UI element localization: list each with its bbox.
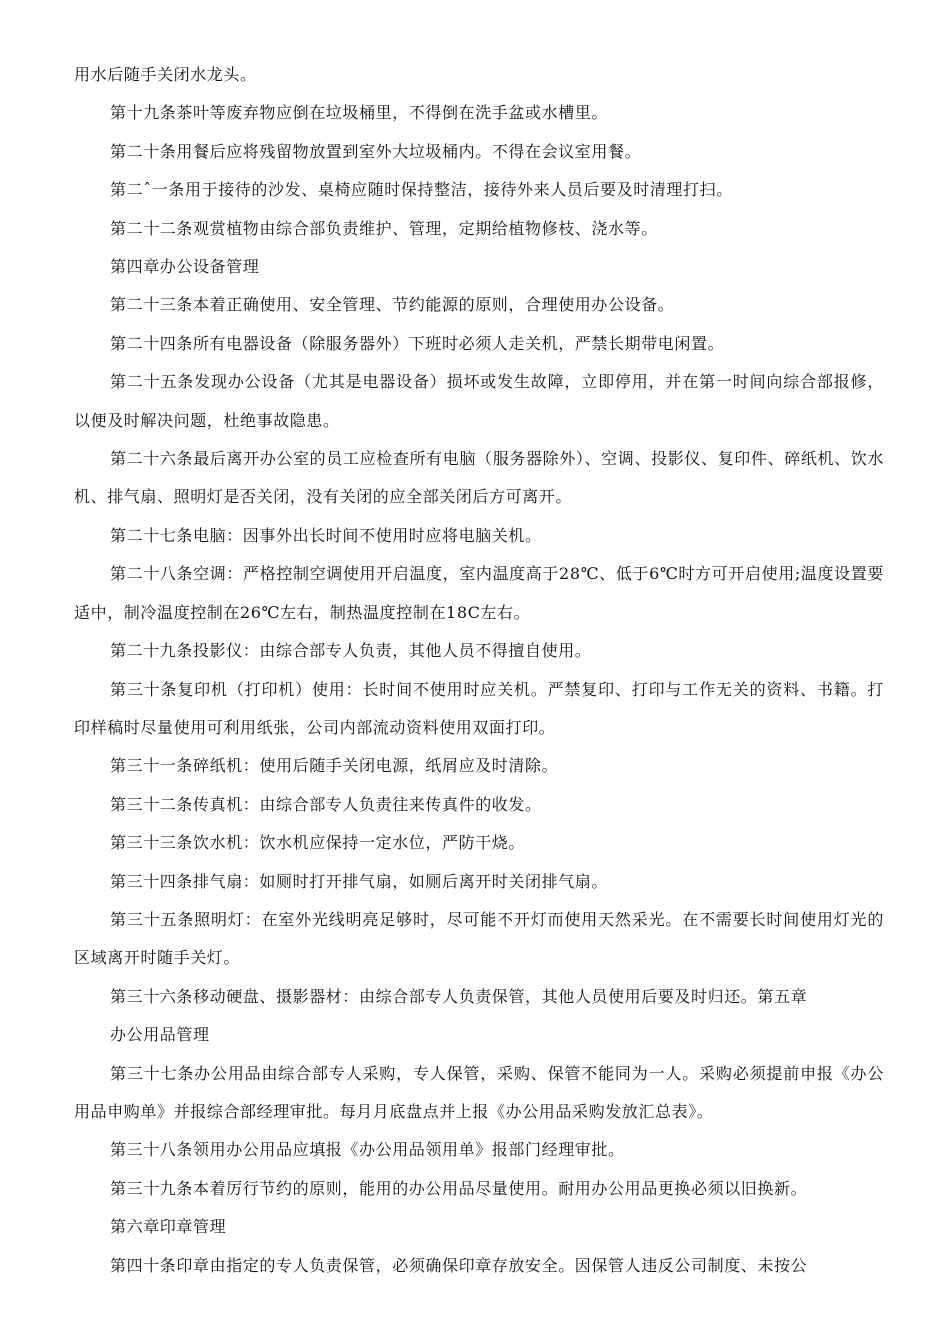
article-23: 第二十三条本着正确使用、安全管理、节约能源的原则，合理使用办公设备。 [110,295,675,315]
article-22: 第二十二条观赏植物由综合部负责维护、管理，定期给植物修枝、浇水等。 [110,218,658,238]
paragraph-water-tap: 用水后随手关闭水龙头。 [74,65,257,84]
document-body [74,56,884,1285]
article-28: 第二十八条空调：严格控制空调使用开启温度，室内温度高于28℃、低于6℃时方可开启使用;温度设置要适中，制冷温度控制在26℃左右，制热温度控制在18C左右。 [74,564,884,622]
article-30: 第三十条复印机（打印机）使用：长时间不使用时应关机。严禁复印、打印与工作无关的资料、书籍。打印样稿时尽量使用可利用纸张，公司内部流动资料使用双面打印。 [74,679,884,737]
article-40: 第四十条印章由指定的专人负责保管，必须确保印章存放安全。因保管人违反公司制度、未按公 [110,1255,808,1275]
article-25: 第二十五条发现办公设备（尤其是电器设备）损坏或发生故障，立即停用，并在第一时间向综合部报修，以便及时解决问题，杜绝事故隐患。 [74,372,884,430]
article-31: 第三十一条碎纸机：使用后随手关闭电源，纸屑应及时清除。 [110,756,559,776]
article-35: 第三十五条照明灯：在室外光线明亮足够时，尽可能不开灯而使用天然采光。在不需要长时间使用灯光的区域离开时随手关灯。 [74,909,884,968]
chapter-4-heading: 第四章办公设备管理 [110,257,260,277]
article-21: 第二ˆ一条用于接待的沙发、桌椅应随时保持整洁，接待外来人员后要及时清理打扫。 [110,180,733,200]
article-29: 第二十九条投影仪：由综合部专人负责，其他人员不得擅自使用。 [110,641,592,661]
chapter-5-heading: 办公用品管理 [110,1025,210,1045]
article-34: 第三十四条排气扇：如厕时打开排气扇，如厕后离开时关闭排气扇。 [110,871,609,891]
article-39: 第三十九条本着厉行节约的原则，能用的办公用品尽量使用。耐用办公用品更换必须以旧换新。 [110,1178,808,1198]
chapter-6-heading: 第六章印章管理 [110,1217,227,1237]
article-19: 第十九条茶叶等废弃物应倒在垃圾桶里，不得倒在洗手盆或水槽里。 [110,103,609,123]
article-33: 第三十三条饮水机：饮水机应保持一定水位，严防干烧。 [110,833,526,853]
article-36: 第三十六条移动硬盘、摄影器材：由综合部专人负责保管，其他人员使用后要及时归还。第五章 [110,986,808,1006]
article-20: 第二十条用餐后应将残留物放置到室外大垃圾桶内。不得在会议室用餐。 [110,141,642,161]
article-26: 第二十六条最后离开办公室的员工应检查所有电脑（服务器除外）、空调、投影仪、复印件、碎纸机、饮水机、排气扇、照明灯是否关闭，没有关闭的应全部关闭后方可离开。 [74,449,884,507]
article-38: 第三十八条领用办公用品应填报《办公用品领用单》报部门经理审批。 [110,1140,625,1160]
article-27: 第二十七条电脑：因事外出长时间不使用时应将电脑关机。 [110,525,542,545]
article-32: 第三十二条传真机：由综合部专人负责往来传真件的收发。 [110,794,542,814]
article-24: 第二十四条所有电器设备（除服务器外）下班时必须人走关机，严禁长期带电闲置。 [110,333,725,353]
article-37: 第三十七条办公用品由综合部专人采购，专人保管，采购、保管不能同为一人。采购必须提前申报《办公用品申购单》并报综合部经理审批。每月月底盘点并上报《办公用品采购发放汇总表》。 [74,1063,884,1121]
